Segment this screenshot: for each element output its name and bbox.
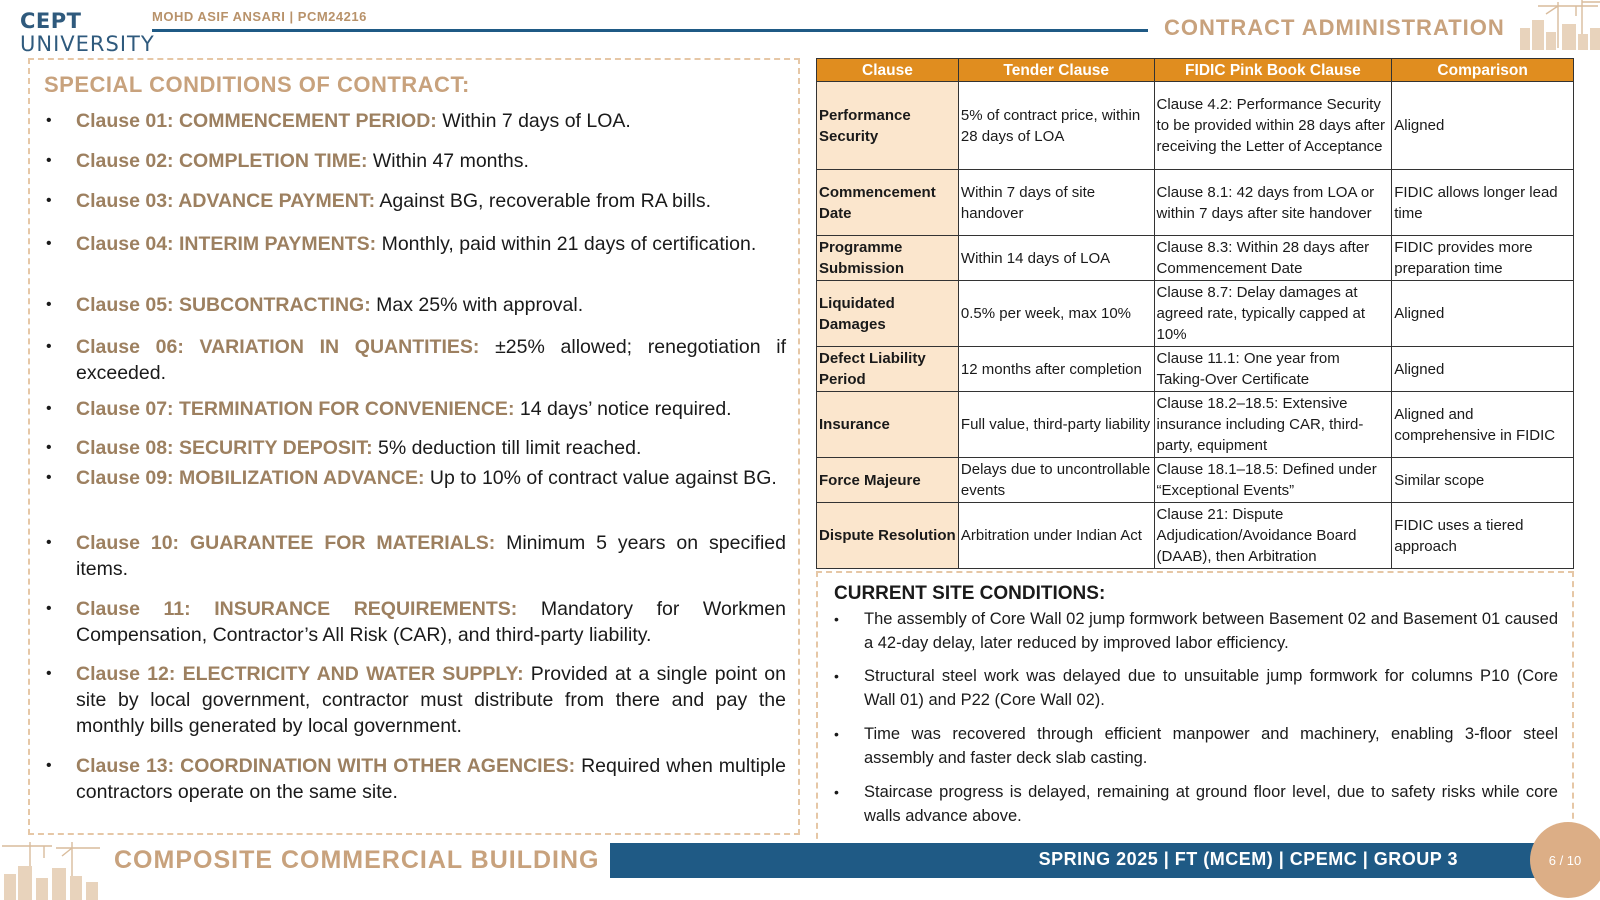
- page-number-badge: [1530, 822, 1600, 898]
- clause-text: Up to 10% of contract value against BG.: [424, 467, 777, 489]
- table-cell: Arbitration under Indian Act: [958, 503, 1154, 569]
- bullet-icon: •: [46, 338, 52, 355]
- clause-item: [30, 661, 800, 739]
- column-header: Tender Clause: [958, 59, 1154, 82]
- table-row: [817, 458, 1574, 503]
- bullet-icon: •: [46, 400, 52, 417]
- clause-item: [30, 148, 800, 174]
- column-header: FIDIC Pink Book Clause: [1154, 59, 1392, 82]
- clause-label: Clause 06: VARIATION IN QUANTITIES:: [76, 336, 480, 358]
- clause-text: Mandatory for Workmen Compensation, Contractor’s All Risk (CAR), and third-party liability.: [76, 598, 786, 646]
- bullet-icon: •: [46, 757, 52, 774]
- table-cell: Clause 18.1–18.5: Defined under “Exceptional Events”: [1154, 458, 1392, 503]
- clause-label: Clause 07: TERMINATION FOR CONVENIENCE:: [76, 398, 515, 420]
- table-cell: Insurance: [817, 392, 959, 458]
- site-condition-text: Time was recovered through efficient manpower and machinery, enabling 3-floor steel assembly and faster deck slab casting.: [864, 725, 1558, 767]
- clause-item: [30, 231, 800, 257]
- clause-label: Clause 05: SUBCONTRACTING:: [76, 294, 371, 316]
- special-conditions-heading: SPECIAL CONDITIONS OF CONTRACT:: [44, 72, 470, 97]
- bullet-icon: •: [834, 784, 839, 800]
- table-cell: Defect Liability Period: [817, 347, 959, 392]
- bullet-icon: •: [46, 296, 52, 313]
- clause-item: [30, 530, 800, 582]
- clause-text: Provided at a single point on site by local government, contractor must distribute from there and pay the monthly bills generated by local government.: [76, 663, 786, 737]
- table-row: [817, 236, 1574, 281]
- clause-label: Clause 09: MOBILIZATION ADVANCE:: [76, 467, 425, 489]
- table-cell: Aligned: [1392, 281, 1574, 347]
- table-cell: 5% of contract price, within 28 days of LOA: [958, 82, 1154, 170]
- bullet-icon: •: [46, 192, 52, 209]
- clause-item: [30, 465, 800, 491]
- logo-line-1: CEPT: [20, 9, 82, 33]
- table-cell: Aligned and comprehensive in FIDIC: [1392, 392, 1574, 458]
- table-cell: Clause 18.2–18.5: Extensive insurance including CAR, third-party, equipment: [1154, 392, 1392, 458]
- bullet-icon: •: [46, 112, 52, 129]
- construction-skyline-icon: [1518, 0, 1600, 50]
- table-row: [817, 170, 1574, 236]
- table-row: [817, 392, 1574, 458]
- clause-text: Minimum 5 years on specified items.: [76, 532, 786, 580]
- bullet-icon: •: [46, 600, 52, 617]
- table-cell: Full value, third-party liability: [958, 392, 1154, 458]
- table-cell: Clause 8.1: 42 days from LOA or within 7 days after site handover: [1154, 170, 1392, 236]
- column-header: Comparison: [1392, 59, 1574, 82]
- table-cell: Liquidated Damages: [817, 281, 959, 347]
- clause-item: [30, 292, 800, 318]
- page-number: 6 / 10: [1548, 852, 1582, 868]
- logo-line-2: UNIVERSITY: [20, 32, 155, 56]
- slide-title: CONTRACT ADMINISTRATION: [1164, 15, 1505, 40]
- table-cell: Programme Submission: [817, 236, 959, 281]
- clause-label: Clause 02: COMPLETION TIME:: [76, 150, 368, 172]
- table-cell: Clause 21: Dispute Adjudication/Avoidance Board (DAAB), then Arbitration: [1154, 503, 1392, 569]
- table-cell: FIDIC provides more preparation time: [1392, 236, 1574, 281]
- clause-item: [30, 435, 800, 461]
- university-logo: [20, 9, 155, 58]
- table-cell: Clause 8.3: Within 28 days after Commencement Date: [1154, 236, 1392, 281]
- comparison-table-container: [816, 58, 1574, 569]
- table-cell: Similar scope: [1392, 458, 1574, 503]
- bullet-icon: •: [46, 439, 52, 456]
- clause-text: 14 days’ notice required.: [514, 398, 732, 420]
- clause-text: Monthly, paid within 21 days of certification.: [376, 233, 757, 255]
- site-condition-text: Staircase progress is delayed, remaining at ground floor level, due to safety risks while core walls advance above.: [864, 783, 1558, 825]
- table-cell: Aligned: [1392, 82, 1574, 170]
- site-conditions-panel: [816, 571, 1574, 849]
- clause-label: Clause 08: SECURITY DEPOSIT:: [76, 437, 373, 459]
- table-cell: FIDIC uses a tiered approach: [1392, 503, 1574, 569]
- column-header: Clause: [817, 59, 959, 82]
- table-cell: Clause 8.7: Delay damages at agreed rate, typically capped at 10%: [1154, 281, 1392, 347]
- site-condition-item: [818, 664, 1572, 712]
- clause-label: Clause 01: COMMENCEMENT PERIOD:: [76, 110, 437, 132]
- clause-label: Clause 12: ELECTRICITY AND WATER SUPPLY:: [76, 663, 524, 685]
- table-cell: Dispute Resolution: [817, 503, 959, 569]
- clause-item: [30, 396, 800, 422]
- table-row: [817, 82, 1574, 170]
- table-cell: Performance Security: [817, 82, 959, 170]
- clause-item: [30, 188, 800, 214]
- table-header-row: [817, 59, 1574, 82]
- clause-item: [30, 334, 800, 386]
- bullet-icon: •: [46, 152, 52, 169]
- clause-label: Clause 03: ADVANCE PAYMENT:: [76, 190, 376, 212]
- clause-item: [30, 108, 800, 134]
- table-row: [817, 503, 1574, 569]
- table-cell: Force Majeure: [817, 458, 959, 503]
- construction-skyline-icon: [0, 838, 112, 900]
- site-condition-item: [818, 780, 1572, 828]
- table-cell: Clause 11.1: One year from Taking-Over Certificate: [1154, 347, 1392, 392]
- bullet-icon: •: [46, 534, 52, 551]
- clause-label: Clause 11: INSURANCE REQUIREMENTS:: [76, 598, 518, 620]
- table-row: [817, 347, 1574, 392]
- clause-text: Max 25% with approval.: [370, 294, 584, 316]
- table-cell: 0.5% per week, max 10%: [958, 281, 1154, 347]
- clause-item: [30, 596, 800, 648]
- clause-label: Clause 10: GUARANTEE FOR MATERIALS:: [76, 532, 496, 554]
- project-title: COMPOSITE COMMERCIAL BUILDING: [114, 846, 600, 874]
- bullet-icon: •: [834, 668, 839, 684]
- author-line: MOHD ASIF ANSARI | PCM24216: [152, 9, 367, 24]
- clause-text: Within 47 months.: [367, 150, 529, 172]
- table-cell: Clause 4.2: Performance Security to be provided within 28 days after receiving the Letter of Acceptance: [1154, 82, 1392, 170]
- clause-text: Within 7 days of LOA.: [436, 110, 631, 132]
- special-conditions-panel: [28, 58, 800, 835]
- table-cell: Within 7 days of site handover: [958, 170, 1154, 236]
- table-cell: Within 14 days of LOA: [958, 236, 1154, 281]
- clause-text: ±25% allowed; renegotiation if exceeded.: [76, 336, 786, 384]
- bullet-icon: •: [834, 611, 839, 627]
- site-conditions-heading: CURRENT SITE CONDITIONS:: [834, 583, 1106, 604]
- header-divider: [152, 29, 1148, 32]
- site-condition-item: [818, 607, 1572, 655]
- clause-text: Required when multiple contractors operate on the same site.: [76, 755, 786, 803]
- site-condition-item: [818, 722, 1572, 770]
- clause-label: Clause 13: COORDINATION WITH OTHER AGENCIES:: [76, 755, 576, 777]
- bullet-icon: •: [46, 235, 52, 252]
- table-cell: Commencement Date: [817, 170, 959, 236]
- table-cell: FIDIC allows longer lead time: [1392, 170, 1574, 236]
- footer-info: SPRING 2025 | FT (MCEM) | CPEMC | GROUP 3: [1038, 849, 1458, 869]
- clause-label: Clause 04: INTERIM PAYMENTS:: [76, 233, 377, 255]
- comparison-table: [816, 58, 1574, 569]
- table-cell: Delays due to uncontrollable events: [958, 458, 1154, 503]
- table-cell: 12 months after completion: [958, 347, 1154, 392]
- clause-text: 5% deduction till limit reached.: [372, 437, 642, 459]
- bullet-icon: •: [46, 665, 52, 682]
- site-condition-text: The assembly of Core Wall 02 jump formwork between Basement 02 and Basement 01 caused a 42-day delay, later reduced by improved labor efficiency.: [864, 610, 1558, 652]
- table-cell: Aligned: [1392, 347, 1574, 392]
- bullet-icon: •: [834, 726, 839, 742]
- site-condition-text: Structural steel work was delayed due to unsuitable jump formwork for columns P10 (Core Wall 01) and P22 (Core Wall 02).: [864, 667, 1558, 709]
- table-row: [817, 281, 1574, 347]
- bullet-icon: •: [46, 469, 52, 486]
- clause-item: [30, 753, 800, 805]
- footer-bar: [610, 843, 1546, 878]
- clause-text: Against BG, recoverable from RA bills.: [375, 190, 712, 212]
